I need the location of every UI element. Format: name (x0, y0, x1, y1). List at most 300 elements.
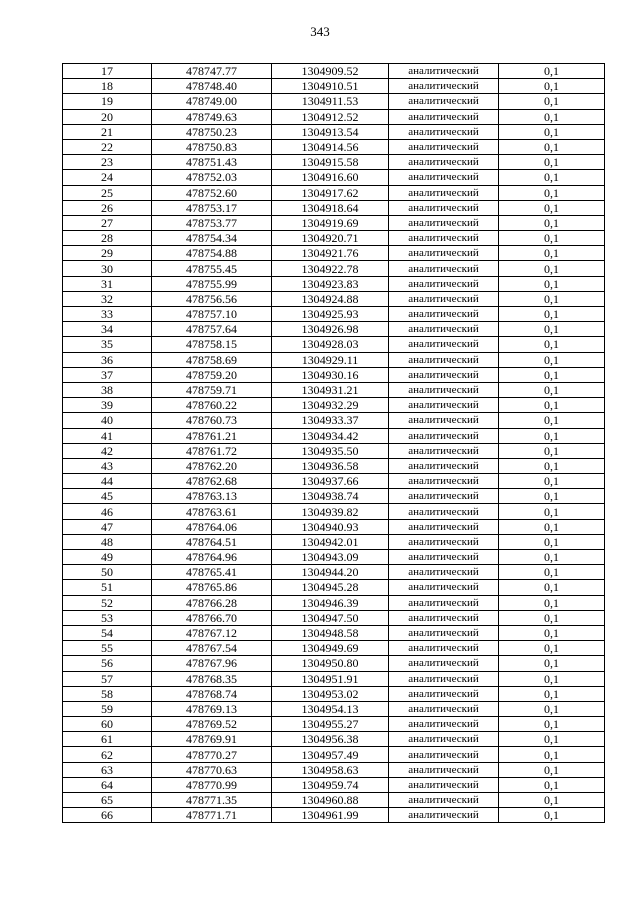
accuracy-cell: 0,1 (499, 656, 605, 671)
point-number-cell: 21 (63, 124, 152, 139)
accuracy-cell: 0,1 (499, 200, 605, 215)
x-coordinate-cell: 478755.45 (152, 261, 272, 276)
method-cell: аналитический (389, 762, 499, 777)
point-number-cell: 61 (63, 732, 152, 747)
x-coordinate-cell: 478759.71 (152, 382, 272, 397)
point-number-cell: 63 (63, 762, 152, 777)
method-cell: аналитический (389, 79, 499, 94)
x-coordinate-cell: 478764.51 (152, 534, 272, 549)
method-cell: аналитический (389, 656, 499, 671)
point-number-cell: 34 (63, 322, 152, 337)
accuracy-cell: 0,1 (499, 139, 605, 154)
accuracy-cell: 0,1 (499, 124, 605, 139)
y-coordinate-cell: 1304913.54 (272, 124, 389, 139)
x-coordinate-cell: 478769.91 (152, 732, 272, 747)
table-row (63, 337, 605, 352)
table-row (63, 322, 605, 337)
x-coordinate-cell: 478758.69 (152, 352, 272, 367)
coordinates-table (62, 63, 605, 823)
y-coordinate-cell: 1304959.74 (272, 777, 389, 792)
method-cell: аналитический (389, 64, 499, 79)
point-number-cell: 18 (63, 79, 152, 94)
y-coordinate-cell: 1304925.93 (272, 307, 389, 322)
x-coordinate-cell: 478770.63 (152, 762, 272, 777)
method-cell: аналитический (389, 231, 499, 246)
accuracy-cell: 0,1 (499, 428, 605, 443)
point-number-cell: 22 (63, 139, 152, 154)
table-row (63, 565, 605, 580)
table-row (63, 808, 605, 823)
y-coordinate-cell: 1304930.16 (272, 367, 389, 382)
point-number-cell: 48 (63, 534, 152, 549)
table-row (63, 109, 605, 124)
accuracy-cell: 0,1 (499, 808, 605, 823)
y-coordinate-cell: 1304921.76 (272, 246, 389, 261)
y-coordinate-cell: 1304961.99 (272, 808, 389, 823)
x-coordinate-cell: 478763.13 (152, 489, 272, 504)
x-coordinate-cell: 478767.54 (152, 641, 272, 656)
table-row (63, 231, 605, 246)
x-coordinate-cell: 478761.21 (152, 428, 272, 443)
y-coordinate-cell: 1304912.52 (272, 109, 389, 124)
method-cell: аналитический (389, 808, 499, 823)
table-row (63, 382, 605, 397)
x-coordinate-cell: 478747.77 (152, 64, 272, 79)
table-row (63, 504, 605, 519)
method-cell: аналитический (389, 580, 499, 595)
table-row (63, 276, 605, 291)
table-row (63, 170, 605, 185)
point-number-cell: 39 (63, 398, 152, 413)
y-coordinate-cell: 1304943.09 (272, 550, 389, 565)
y-coordinate-cell: 1304923.83 (272, 276, 389, 291)
x-coordinate-cell: 478767.12 (152, 625, 272, 640)
accuracy-cell: 0,1 (499, 550, 605, 565)
x-coordinate-cell: 478769.13 (152, 701, 272, 716)
y-coordinate-cell: 1304953.02 (272, 686, 389, 701)
point-number-cell: 62 (63, 747, 152, 762)
x-coordinate-cell: 478762.68 (152, 474, 272, 489)
method-cell: аналитический (389, 550, 499, 565)
y-coordinate-cell: 1304939.82 (272, 504, 389, 519)
x-coordinate-cell: 478756.56 (152, 291, 272, 306)
table-row (63, 413, 605, 428)
x-coordinate-cell: 478752.60 (152, 185, 272, 200)
method-cell: аналитический (389, 717, 499, 732)
table-row (63, 94, 605, 109)
y-coordinate-cell: 1304946.39 (272, 595, 389, 610)
y-coordinate-cell: 1304910.51 (272, 79, 389, 94)
table-row (63, 625, 605, 640)
point-number-cell: 19 (63, 94, 152, 109)
table-row (63, 701, 605, 716)
accuracy-cell: 0,1 (499, 170, 605, 185)
table-row (63, 580, 605, 595)
accuracy-cell: 0,1 (499, 79, 605, 94)
x-coordinate-cell: 478760.22 (152, 398, 272, 413)
point-number-cell: 35 (63, 337, 152, 352)
coordinates-table-body (63, 64, 605, 823)
table-row (63, 793, 605, 808)
x-coordinate-cell: 478760.73 (152, 413, 272, 428)
y-coordinate-cell: 1304928.03 (272, 337, 389, 352)
y-coordinate-cell: 1304914.56 (272, 139, 389, 154)
x-coordinate-cell: 478766.28 (152, 595, 272, 610)
accuracy-cell: 0,1 (499, 777, 605, 792)
accuracy-cell: 0,1 (499, 307, 605, 322)
method-cell: аналитический (389, 398, 499, 413)
x-coordinate-cell: 478765.86 (152, 580, 272, 595)
table-row (63, 428, 605, 443)
method-cell: аналитический (389, 185, 499, 200)
point-number-cell: 31 (63, 276, 152, 291)
method-cell: аналитический (389, 170, 499, 185)
point-number-cell: 30 (63, 261, 152, 276)
accuracy-cell: 0,1 (499, 155, 605, 170)
method-cell: аналитический (389, 352, 499, 367)
accuracy-cell: 0,1 (499, 717, 605, 732)
y-coordinate-cell: 1304960.88 (272, 793, 389, 808)
method-cell: аналитический (389, 139, 499, 154)
table-row (63, 777, 605, 792)
table-row (63, 291, 605, 306)
point-number-cell: 24 (63, 170, 152, 185)
y-coordinate-cell: 1304922.78 (272, 261, 389, 276)
y-coordinate-cell: 1304942.01 (272, 534, 389, 549)
y-coordinate-cell: 1304950.80 (272, 656, 389, 671)
point-number-cell: 44 (63, 474, 152, 489)
point-number-cell: 52 (63, 595, 152, 610)
method-cell: аналитический (389, 641, 499, 656)
x-coordinate-cell: 478753.77 (152, 215, 272, 230)
y-coordinate-cell: 1304949.69 (272, 641, 389, 656)
method-cell: аналитический (389, 443, 499, 458)
accuracy-cell: 0,1 (499, 565, 605, 580)
table-row (63, 155, 605, 170)
x-coordinate-cell: 478769.52 (152, 717, 272, 732)
method-cell: аналитический (389, 458, 499, 473)
accuracy-cell: 0,1 (499, 398, 605, 413)
accuracy-cell: 0,1 (499, 109, 605, 124)
table-row (63, 458, 605, 473)
point-number-cell: 23 (63, 155, 152, 170)
table-row (63, 124, 605, 139)
point-number-cell: 41 (63, 428, 152, 443)
page-number: 343 (310, 24, 330, 39)
x-coordinate-cell: 478759.20 (152, 367, 272, 382)
method-cell: аналитический (389, 337, 499, 352)
x-coordinate-cell: 478757.64 (152, 322, 272, 337)
method-cell: аналитический (389, 124, 499, 139)
method-cell: аналитический (389, 504, 499, 519)
point-number-cell: 17 (63, 64, 152, 79)
table-row (63, 519, 605, 534)
accuracy-cell: 0,1 (499, 610, 605, 625)
table-row (63, 595, 605, 610)
method-cell: аналитический (389, 610, 499, 625)
accuracy-cell: 0,1 (499, 231, 605, 246)
x-coordinate-cell: 478770.99 (152, 777, 272, 792)
point-number-cell: 40 (63, 413, 152, 428)
method-cell: аналитический (389, 428, 499, 443)
accuracy-cell: 0,1 (499, 641, 605, 656)
method-cell: аналитический (389, 793, 499, 808)
y-coordinate-cell: 1304958.63 (272, 762, 389, 777)
table-row (63, 215, 605, 230)
point-number-cell: 46 (63, 504, 152, 519)
point-number-cell: 45 (63, 489, 152, 504)
table-row (63, 443, 605, 458)
x-coordinate-cell: 478757.10 (152, 307, 272, 322)
method-cell: аналитический (389, 382, 499, 397)
table-row (63, 550, 605, 565)
method-cell: аналитический (389, 595, 499, 610)
x-coordinate-cell: 478749.00 (152, 94, 272, 109)
accuracy-cell: 0,1 (499, 732, 605, 747)
x-coordinate-cell: 478761.72 (152, 443, 272, 458)
x-coordinate-cell: 478771.71 (152, 808, 272, 823)
method-cell: аналитический (389, 474, 499, 489)
x-coordinate-cell: 478754.88 (152, 246, 272, 261)
accuracy-cell: 0,1 (499, 504, 605, 519)
x-coordinate-cell: 478768.35 (152, 671, 272, 686)
point-number-cell: 29 (63, 246, 152, 261)
y-coordinate-cell: 1304937.66 (272, 474, 389, 489)
y-coordinate-cell: 1304915.58 (272, 155, 389, 170)
y-coordinate-cell: 1304917.62 (272, 185, 389, 200)
accuracy-cell: 0,1 (499, 276, 605, 291)
method-cell: аналитический (389, 686, 499, 701)
table-row (63, 64, 605, 79)
table-row (63, 656, 605, 671)
point-number-cell: 56 (63, 656, 152, 671)
point-number-cell: 27 (63, 215, 152, 230)
x-coordinate-cell: 478751.43 (152, 155, 272, 170)
y-coordinate-cell: 1304933.37 (272, 413, 389, 428)
method-cell: аналитический (389, 94, 499, 109)
table-row (63, 352, 605, 367)
accuracy-cell: 0,1 (499, 793, 605, 808)
accuracy-cell: 0,1 (499, 701, 605, 716)
point-number-cell: 50 (63, 565, 152, 580)
table-row (63, 79, 605, 94)
x-coordinate-cell: 478770.27 (152, 747, 272, 762)
accuracy-cell: 0,1 (499, 64, 605, 79)
x-coordinate-cell: 478766.70 (152, 610, 272, 625)
accuracy-cell: 0,1 (499, 185, 605, 200)
y-coordinate-cell: 1304945.28 (272, 580, 389, 595)
method-cell: аналитический (389, 732, 499, 747)
method-cell: аналитический (389, 625, 499, 640)
x-coordinate-cell: 478764.06 (152, 519, 272, 534)
x-coordinate-cell: 478753.17 (152, 200, 272, 215)
method-cell: аналитический (389, 246, 499, 261)
y-coordinate-cell: 1304936.58 (272, 458, 389, 473)
accuracy-cell: 0,1 (499, 322, 605, 337)
table-row (63, 474, 605, 489)
y-coordinate-cell: 1304954.13 (272, 701, 389, 716)
y-coordinate-cell: 1304909.52 (272, 64, 389, 79)
accuracy-cell: 0,1 (499, 246, 605, 261)
method-cell: аналитический (389, 747, 499, 762)
x-coordinate-cell: 478771.35 (152, 793, 272, 808)
point-number-cell: 49 (63, 550, 152, 565)
table-row (63, 398, 605, 413)
table-row (63, 200, 605, 215)
point-number-cell: 20 (63, 109, 152, 124)
method-cell: аналитический (389, 519, 499, 534)
accuracy-cell: 0,1 (499, 382, 605, 397)
accuracy-cell: 0,1 (499, 534, 605, 549)
accuracy-cell: 0,1 (499, 261, 605, 276)
point-number-cell: 58 (63, 686, 152, 701)
method-cell: аналитический (389, 534, 499, 549)
table-row (63, 671, 605, 686)
y-coordinate-cell: 1304947.50 (272, 610, 389, 625)
table-row (63, 641, 605, 656)
point-number-cell: 55 (63, 641, 152, 656)
x-coordinate-cell: 478758.15 (152, 337, 272, 352)
point-number-cell: 66 (63, 808, 152, 823)
method-cell: аналитический (389, 565, 499, 580)
x-coordinate-cell: 478752.03 (152, 170, 272, 185)
y-coordinate-cell: 1304926.98 (272, 322, 389, 337)
accuracy-cell: 0,1 (499, 580, 605, 595)
point-number-cell: 54 (63, 625, 152, 640)
x-coordinate-cell: 478763.61 (152, 504, 272, 519)
method-cell: аналитический (389, 291, 499, 306)
accuracy-cell: 0,1 (499, 94, 605, 109)
table-row (63, 610, 605, 625)
y-coordinate-cell: 1304929.11 (272, 352, 389, 367)
table-row (63, 732, 605, 747)
accuracy-cell: 0,1 (499, 458, 605, 473)
method-cell: аналитический (389, 155, 499, 170)
y-coordinate-cell: 1304940.93 (272, 519, 389, 534)
point-number-cell: 47 (63, 519, 152, 534)
method-cell: аналитический (389, 777, 499, 792)
method-cell: аналитический (389, 367, 499, 382)
y-coordinate-cell: 1304948.58 (272, 625, 389, 640)
x-coordinate-cell: 478767.96 (152, 656, 272, 671)
table-row (63, 717, 605, 732)
y-coordinate-cell: 1304919.69 (272, 215, 389, 230)
accuracy-cell: 0,1 (499, 337, 605, 352)
x-coordinate-cell: 478764.96 (152, 550, 272, 565)
y-coordinate-cell: 1304951.91 (272, 671, 389, 686)
point-number-cell: 26 (63, 200, 152, 215)
point-number-cell: 51 (63, 580, 152, 595)
y-coordinate-cell: 1304918.64 (272, 200, 389, 215)
table-row (63, 747, 605, 762)
table-row (63, 307, 605, 322)
x-coordinate-cell: 478762.20 (152, 458, 272, 473)
point-number-cell: 60 (63, 717, 152, 732)
accuracy-cell: 0,1 (499, 686, 605, 701)
accuracy-cell: 0,1 (499, 352, 605, 367)
y-coordinate-cell: 1304931.21 (272, 382, 389, 397)
accuracy-cell: 0,1 (499, 367, 605, 382)
x-coordinate-cell: 478749.63 (152, 109, 272, 124)
y-coordinate-cell: 1304956.38 (272, 732, 389, 747)
table-row (63, 261, 605, 276)
point-number-cell: 33 (63, 307, 152, 322)
method-cell: аналитический (389, 200, 499, 215)
accuracy-cell: 0,1 (499, 762, 605, 777)
point-number-cell: 59 (63, 701, 152, 716)
accuracy-cell: 0,1 (499, 519, 605, 534)
accuracy-cell: 0,1 (499, 489, 605, 504)
accuracy-cell: 0,1 (499, 215, 605, 230)
accuracy-cell: 0,1 (499, 443, 605, 458)
point-number-cell: 42 (63, 443, 152, 458)
y-coordinate-cell: 1304938.74 (272, 489, 389, 504)
accuracy-cell: 0,1 (499, 474, 605, 489)
method-cell: аналитический (389, 671, 499, 686)
table-row (63, 185, 605, 200)
y-coordinate-cell: 1304911.53 (272, 94, 389, 109)
table-row (63, 534, 605, 549)
table-row (63, 489, 605, 504)
y-coordinate-cell: 1304916.60 (272, 170, 389, 185)
point-number-cell: 65 (63, 793, 152, 808)
y-coordinate-cell: 1304934.42 (272, 428, 389, 443)
point-number-cell: 37 (63, 367, 152, 382)
accuracy-cell: 0,1 (499, 671, 605, 686)
y-coordinate-cell: 1304924.88 (272, 291, 389, 306)
method-cell: аналитический (389, 701, 499, 716)
point-number-cell: 36 (63, 352, 152, 367)
point-number-cell: 57 (63, 671, 152, 686)
method-cell: аналитический (389, 276, 499, 291)
x-coordinate-cell: 478768.74 (152, 686, 272, 701)
point-number-cell: 32 (63, 291, 152, 306)
method-cell: аналитический (389, 322, 499, 337)
y-coordinate-cell: 1304944.20 (272, 565, 389, 580)
table-row (63, 367, 605, 382)
accuracy-cell: 0,1 (499, 747, 605, 762)
y-coordinate-cell: 1304932.29 (272, 398, 389, 413)
point-number-cell: 25 (63, 185, 152, 200)
x-coordinate-cell: 478750.23 (152, 124, 272, 139)
x-coordinate-cell: 478754.34 (152, 231, 272, 246)
method-cell: аналитический (389, 413, 499, 428)
point-number-cell: 64 (63, 777, 152, 792)
method-cell: аналитический (389, 109, 499, 124)
accuracy-cell: 0,1 (499, 291, 605, 306)
method-cell: аналитический (389, 215, 499, 230)
x-coordinate-cell: 478755.99 (152, 276, 272, 291)
y-coordinate-cell: 1304920.71 (272, 231, 389, 246)
y-coordinate-cell: 1304955.27 (272, 717, 389, 732)
table-row (63, 762, 605, 777)
method-cell: аналитический (389, 489, 499, 504)
y-coordinate-cell: 1304957.49 (272, 747, 389, 762)
accuracy-cell: 0,1 (499, 625, 605, 640)
y-coordinate-cell: 1304935.50 (272, 443, 389, 458)
accuracy-cell: 0,1 (499, 595, 605, 610)
point-number-cell: 38 (63, 382, 152, 397)
point-number-cell: 43 (63, 458, 152, 473)
point-number-cell: 28 (63, 231, 152, 246)
accuracy-cell: 0,1 (499, 413, 605, 428)
table-row (63, 686, 605, 701)
table-row (63, 139, 605, 154)
x-coordinate-cell: 478765.41 (152, 565, 272, 580)
method-cell: аналитический (389, 307, 499, 322)
point-number-cell: 53 (63, 610, 152, 625)
x-coordinate-cell: 478750.83 (152, 139, 272, 154)
